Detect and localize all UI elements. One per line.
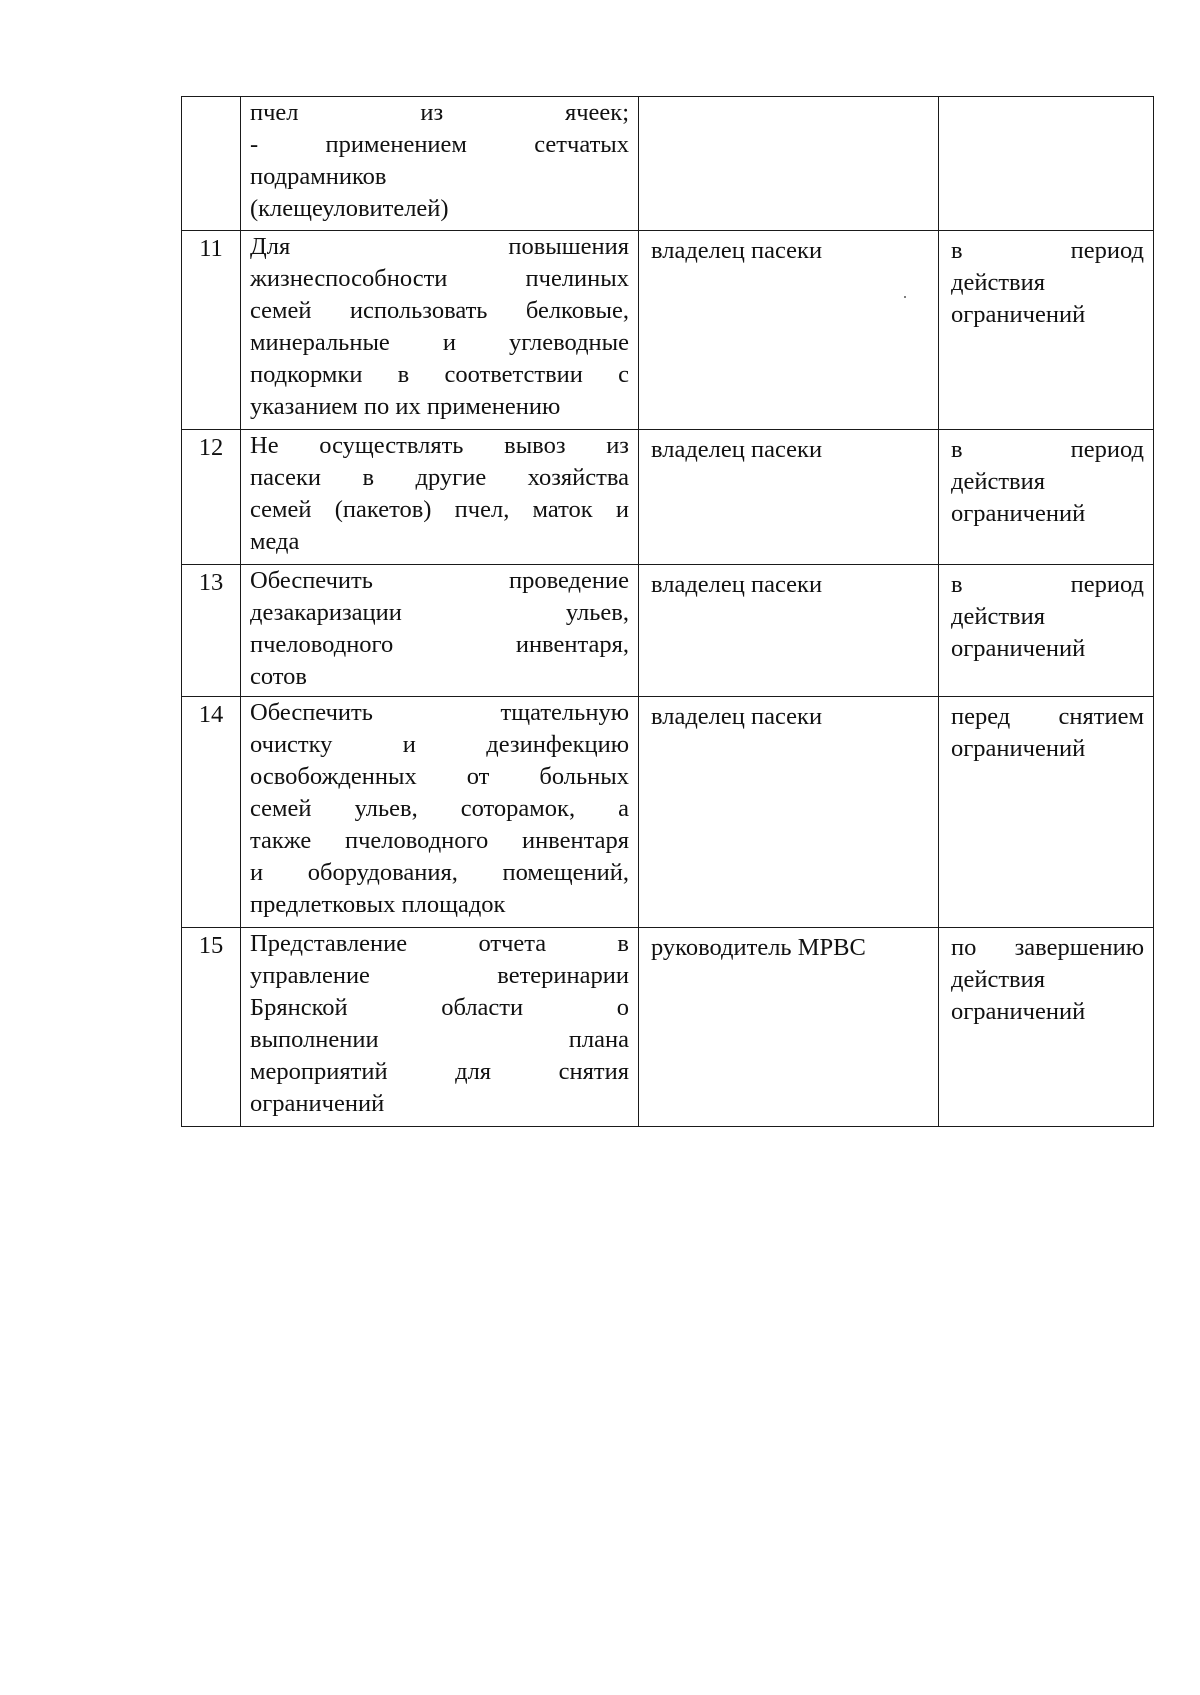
term-text-line: ограничений	[951, 500, 1086, 527]
action-cell	[241, 430, 639, 565]
action-text-line: Обеспечить тщательную	[250, 699, 629, 726]
measures-table	[181, 96, 1154, 1127]
term-text-line: в период	[951, 237, 1144, 264]
action-text-line: пчел из ячеек;	[250, 99, 629, 126]
term-text-line: по завершению	[951, 934, 1144, 961]
action-cell	[241, 231, 639, 430]
row-number-cell: 13	[182, 565, 241, 697]
responsible-cell	[639, 97, 939, 231]
term-text-line: ограничений	[951, 998, 1086, 1025]
action-cell	[241, 928, 639, 1127]
row-number-cell	[182, 97, 241, 231]
action-text-line: выполнении плана	[250, 1026, 629, 1053]
action-text-line: предлетковых площадок	[250, 891, 506, 918]
responsible-cell: владелец пасеки	[639, 231, 939, 430]
action-text-line: подкормки в соответствии с	[250, 361, 629, 388]
term-text-line: действия	[951, 468, 1045, 495]
action-text-line: дезакаризации ульев,	[250, 599, 629, 626]
row-number-cell: 15	[182, 928, 241, 1127]
term-text-line: ограничений	[951, 635, 1086, 662]
responsible-cell: руководитель МРВС	[639, 928, 939, 1127]
term-text-line: в период	[951, 571, 1144, 598]
action-text-line: освобожденных от больных	[250, 763, 629, 790]
table-row	[182, 697, 1154, 928]
action-text-line: (клещеуловителей)	[250, 195, 449, 222]
action-text-line: ограничений	[250, 1090, 385, 1117]
term-text-line: действия	[951, 269, 1045, 296]
action-text-line: и оборудования, помещений,	[250, 859, 629, 886]
term-cell	[939, 430, 1154, 565]
table-row	[182, 565, 1154, 697]
action-text-line: также пчеловодного инвентаря	[250, 827, 629, 854]
responsible-cell: владелец пасеки	[639, 565, 939, 697]
table-row	[182, 928, 1154, 1127]
action-text-line: управление ветеринарии	[250, 962, 629, 989]
row-number-cell: 11	[182, 231, 241, 430]
table-row	[182, 231, 1154, 430]
term-cell	[939, 928, 1154, 1127]
action-text-line: пасеки в другие хозяйства	[250, 464, 629, 491]
row-number-cell: 14	[182, 697, 241, 928]
term-cell	[939, 231, 1154, 430]
responsible-cell: владелец пасеки	[639, 430, 939, 565]
action-text-line: минеральные и углеводные	[250, 329, 629, 356]
term-cell	[939, 565, 1154, 697]
table-row	[182, 97, 1154, 231]
term-text-line: ограничений	[951, 301, 1086, 328]
action-text-line: указанием по их применению	[250, 393, 561, 420]
term-text-line: действия	[951, 966, 1045, 993]
action-text-line: подрамников	[250, 163, 387, 190]
responsible-cell: владелец пасеки	[639, 697, 939, 928]
term-cell	[939, 697, 1154, 928]
action-text-line: сотов	[250, 663, 308, 690]
term-text-line: перед снятием	[951, 703, 1144, 730]
action-text-line: жизнеспособности пчелиных	[250, 265, 629, 292]
action-text-line: Не осуществлять вывоз из	[250, 432, 629, 459]
action-text-line: Брянской области о	[250, 994, 629, 1021]
action-cell	[241, 697, 639, 928]
row-number-cell: 12	[182, 430, 241, 565]
term-text-line: ограничений	[951, 735, 1086, 762]
action-text-line: меда	[250, 528, 300, 555]
action-text-line: Для повышения	[250, 233, 629, 260]
action-text-line: Обеспечить проведение	[250, 567, 629, 594]
action-text-line: мероприятий для снятия	[250, 1058, 629, 1085]
action-text-line: семей ульев, соторамок, а	[250, 795, 629, 822]
term-text-line: действия	[951, 603, 1045, 630]
measures-table-body	[182, 97, 1154, 1127]
action-text-line: Представление отчета в	[250, 930, 629, 957]
action-cell	[241, 97, 639, 231]
action-text-line: пчеловодного инвентаря,	[250, 631, 629, 658]
action-text-line: очистку и дезинфекцию	[250, 731, 629, 758]
action-text-line: семей (пакетов) пчел, маток и	[250, 496, 629, 523]
action-cell	[241, 565, 639, 697]
term-cell	[939, 97, 1154, 231]
term-text-line: в период	[951, 436, 1144, 463]
table-row	[182, 430, 1154, 565]
action-text-line: семей использовать белковые,	[250, 297, 629, 324]
action-text-line: - применением сетчатых	[250, 131, 629, 158]
